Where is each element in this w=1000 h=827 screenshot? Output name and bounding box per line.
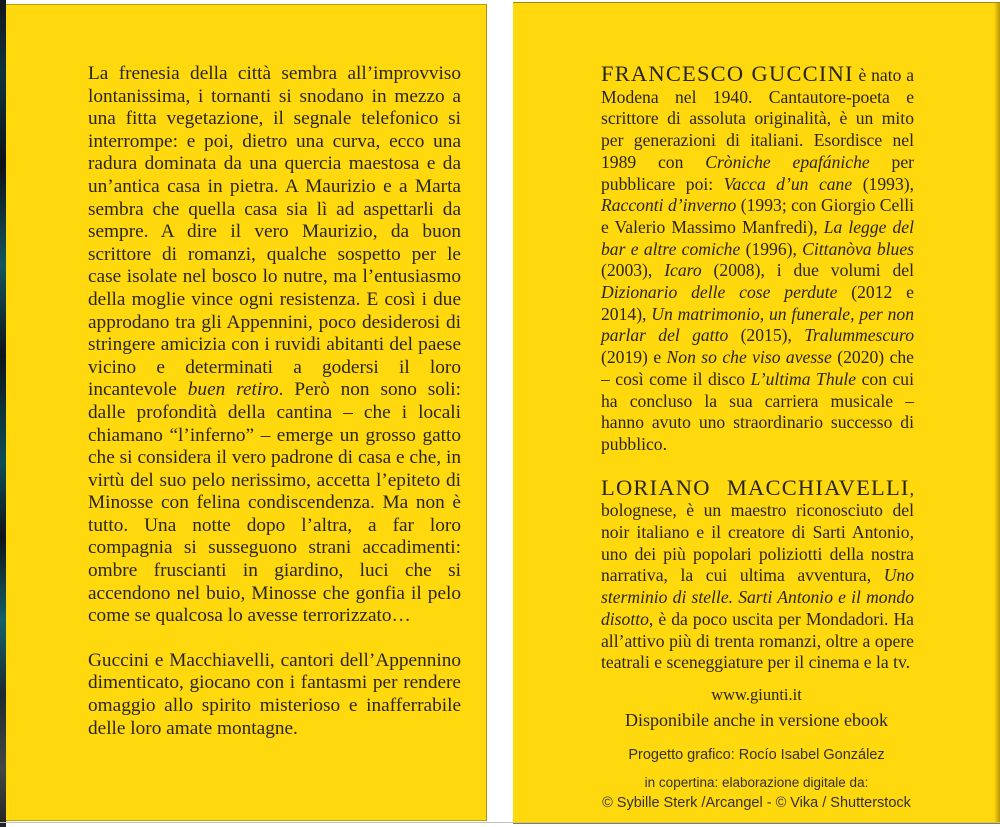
work-title: Non so che viso avesse xyxy=(666,347,832,368)
page-edge-shade xyxy=(994,3,1000,822)
text-run: (1993), xyxy=(852,173,914,194)
cover-credit-intro: in copertina: elaborazione digitale da: xyxy=(644,775,869,791)
work-title: Racconti d’inverno xyxy=(601,195,737,216)
text-run: (1993; con Giorgio Celli e Valerio Massimo Manfredi), xyxy=(601,195,914,237)
cover-credit-sources: © Sybille Sterk /Arcangel - © Vika / Shutterstock xyxy=(602,795,911,812)
work-title: Un matrimonio, un funerale, per non parlar del gatto xyxy=(601,303,914,346)
text-run: è nato a Modena nel 1940. Cantautore-poeta e scrittore di assoluta originalità, è un mito per generazioni di italiani. Esordisce nel 1989 con xyxy=(601,65,915,172)
flap-synopsis-paragraph xyxy=(88,63,461,628)
text-run: , bolognese, è un maestro riconosciuto del noir italiano e il creatore di Sarti Antonio, uno dei più popolari poliziotti della nostra narrativa, la cui ultima avventura, xyxy=(601,478,914,586)
work-title: Cittanòva blues xyxy=(802,238,914,259)
author-bio-macchiavelli xyxy=(601,474,914,674)
right-flap-panel xyxy=(513,2,1000,824)
work-title: Vacca d’un cane xyxy=(723,173,853,194)
text-run: con cui ha concluso la sua carriera musicale – hanno avuto uno straordinario successo di pubblico. xyxy=(601,368,914,454)
author-name: FRANCESCO GUCCINI xyxy=(601,61,854,86)
text-run: (2019) e xyxy=(601,347,667,368)
text-run: (2003), xyxy=(601,260,665,281)
credits-block xyxy=(513,685,1000,812)
work-title: Cròniche epafániche xyxy=(705,151,870,172)
text-run: (2012 e 2014), xyxy=(601,282,914,324)
bottom-hairline xyxy=(0,822,1000,823)
text-run: per pubblicare poi: xyxy=(601,151,914,194)
text-run: , è da poco uscita per Mondadori. Ha all’attivo più di trenta romanzi, oltre a opere teatrali e sceneggiature per il cinema e la tv. xyxy=(601,608,914,673)
flap-closing-paragraph xyxy=(88,650,461,740)
design-credit: Progetto grafico: Rocío Isabel González xyxy=(628,747,885,764)
text-run: (1996), xyxy=(740,238,803,259)
text-run: Guccini e Macchiavelli, cantori dell’Appennino dimenticato, giocano con i fantasmi per rendere omaggio allo spirito misterioso e inafferrabile delle loro amate montagne. xyxy=(88,649,461,739)
work-title: Tralummescuro xyxy=(804,325,914,346)
work-title: Dizionario delle cose perdute xyxy=(601,282,838,303)
publisher-website: www.giunti.it xyxy=(711,685,802,704)
work-title: Icaro xyxy=(664,260,702,281)
left-flap-panel xyxy=(6,4,487,821)
work-title: buen retiro xyxy=(187,379,279,401)
text-run: La frenesia della città sembra all’improvviso lontanissima, i tornanti si snodano in mezzo a una fitta vegetazione, il segnale telefonico si interrompe: e poi, dietro una curva, ecco una radura dominata da una quercia maestosa e da un’antica casa in pietra. A Maurizio e a Marta sembra che quella casa sia lì ad aspettarli da sempre. A dire il vero Maurizio, da buon scrittore di romanzi, qualche sospetto per le case isolate nel bosco lo nutre, ma l’entusiasmo della moglie vince ogni resistenza. E così i due approdano tra gli Appennini, poco desiderosi di stringere amicizia con i ruvidi abitanti del paese vicino e determinati a godersi il loro incantevole xyxy=(88,63,461,401)
text-run: (2015), xyxy=(728,325,805,346)
ebook-availability-note: Disponibile anche in versione ebook xyxy=(625,709,888,730)
author-bio-guccini xyxy=(601,63,914,456)
work-title: La legge del bar e altre comiche xyxy=(601,216,914,259)
work-title: L’ultima Thule xyxy=(750,368,857,389)
text-run: (2008), i due volumi del xyxy=(701,260,914,281)
text-run: (2020) che – così come il disco xyxy=(601,347,914,389)
text-run: . Però non sono soli: dalle profondità della cantina – che i locali chiamano “l’inferno” – emerge un grosso gatto che si considera il vero padrone di casa e che, in virtù del suo pelo nerissimo, accetta l’epiteto di Minosse con felina condiscendenza. Ma non è tutto. Una notte dopo l’altra, a far loro compagnia si susseguono strani accadimenti: ombre fruscianti in giardino, luci che si accendono nel buio, Minosse che gonfia il pelo come se qualcosa lo avesse terrorizzato… xyxy=(88,379,461,627)
author-name: LORIANO MACCHIAVELLI xyxy=(601,474,910,500)
work-title: Uno sterminio di stelle. Sarti Antonio e il mondo disotto xyxy=(601,565,914,629)
